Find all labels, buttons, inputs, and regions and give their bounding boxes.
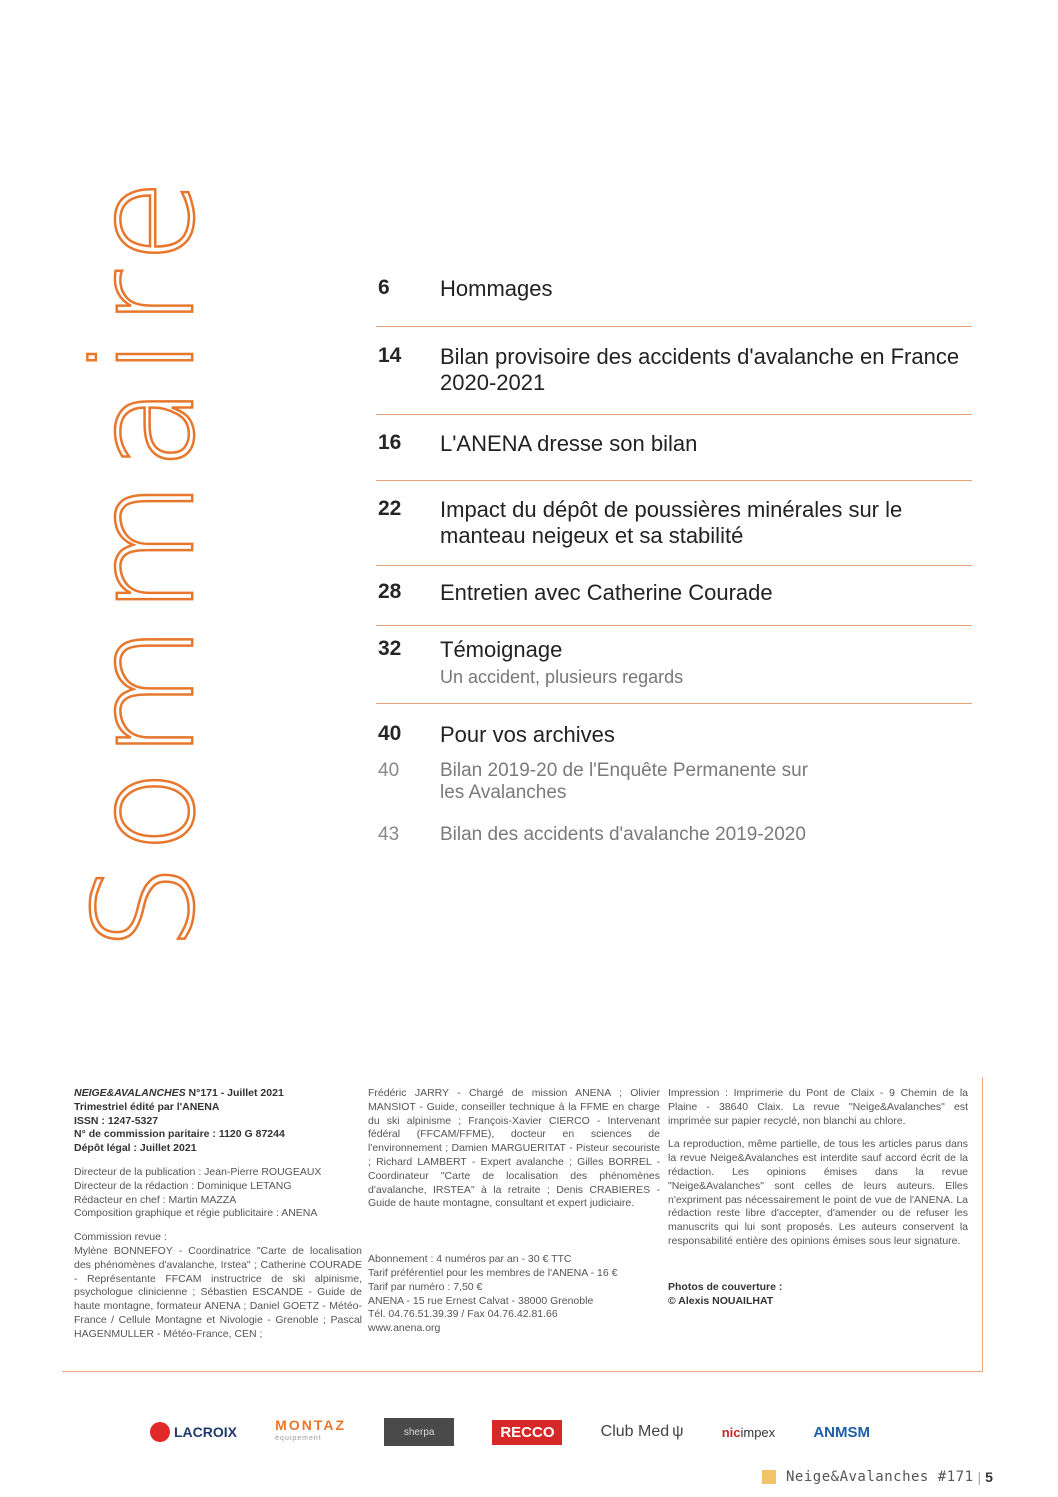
lacroix-mark-icon [150, 1422, 170, 1442]
toc-entry-title: Hommages [440, 276, 553, 301]
committee-continued: Frédéric JARRY - Chargé de mission ANENA ; Olivier MANSIOT - Guide, conseiller technique à la FFME en charge du ski alpinisme ; François-Xavier CIERCO - Intervenant fédéral (FFCAM/FFME), docteur en sciences de l'environnement ; Damien MARGUERITAT - Pisteur secouriste ; Richard LAMBERT - Expert avalanche ; Gilles BORREL - Coordinateur "Carte de localisation des phénomènes d'avalanche, IRSTEA" à la retraite ; Denis CRABIERES - Guide de haute montagne, consultant et expert judiciaire. [368, 1087, 660, 1210]
page-number: 5 [985, 1469, 993, 1485]
journal-name: NEIGE&AVALANCHES [74, 1087, 186, 1099]
subscription-line: Abonnement : 4 numéros par an - 30 € TTC [368, 1253, 572, 1266]
sherpa-logo [384, 1418, 454, 1446]
trident-icon: ψ [672, 1423, 684, 1440]
imprint-box [62, 1077, 983, 1372]
toc-entry-bilan-provisoire[interactable] [376, 344, 972, 396]
anmsm-text: ANMSM [813, 1423, 870, 1441]
toc-divider [376, 703, 972, 704]
committee-text: Mylène BONNEFOY - Coordinatrice "Carte de localisation des phénomènes d'avalanche, Irstea" ; Catherine COURADE - Représentante FFCAM instructrice de ski alpinisme, psychologue clinicienne ; Sébastien ESCANDE - Guide de haute montagne, formateur ANENA ; Daniel GOETZ - Météo-France / Cellule Montagne et Nivologie - Grenoble ; Pascal HAGENMULLER - Météo-France, CEN ; [74, 1244, 362, 1340]
recco-logo [492, 1420, 562, 1445]
sponsor-logos [150, 1414, 870, 1450]
toc-page-number: 40 [378, 760, 400, 781]
toc-entry-title: Bilan des accidents d'avalanche 2019-2020 [440, 824, 806, 845]
toc-entry-anena-bilan[interactable] [376, 431, 972, 457]
cover-photo-label: Photos de couverture : [668, 1280, 783, 1293]
toc-page-number: 14 [378, 344, 402, 367]
subscription-line: ANENA - 15 rue Ernest Calvat - 38000 Grenoble [368, 1294, 594, 1307]
toc-page-number: 28 [378, 580, 402, 603]
toc-divider [376, 625, 972, 626]
toc-divider [376, 414, 972, 415]
imprint-column-3 [668, 1087, 968, 1308]
staff-line: Directeur de la rédaction : Dominique LETANG [74, 1179, 292, 1192]
issue-number: N°171 - Juillet 2021 [185, 1087, 284, 1099]
masthead-title [74, 1087, 362, 1101]
toc-entry-entretien[interactable] [376, 580, 972, 606]
toc-page-number: 16 [378, 431, 402, 454]
toc-page-number: 43 [378, 824, 400, 845]
page-footer [762, 1466, 993, 1488]
clubmed-logo [601, 1423, 684, 1441]
toc-entry-poussieres-minerales[interactable] [376, 497, 972, 549]
toc-entry-title: Témoignage [440, 637, 563, 662]
toc-entry-title: Bilan 2019-20 de l'Enquête Permanente sur les Avalanches [440, 760, 809, 803]
sherpa-text: sherpa [403, 1426, 435, 1438]
toc-entry-subtitle: Un accident, plusieurs regards [440, 667, 684, 687]
montaz-subtext: équipement [275, 1435, 322, 1442]
nicimpex-text-b: impex [740, 1424, 776, 1440]
sommaire-title-text: Sommaire [64, 168, 225, 952]
montaz-logo [275, 1418, 346, 1446]
footer-separator: | [977, 1469, 982, 1485]
table-of-contents [376, 276, 972, 846]
montaz-text: MONTAZ [275, 1417, 346, 1433]
printing-info: Impression : Imprimerie du Pont de Claix - 9 Chemin de la Plaine - 38640 Claix. La revue "Neige&Avalanches" est imprimée sur papier recyclé, non blanchi au chlore. [668, 1087, 968, 1127]
toc-entry-title: Impact du dépôt de poussières minérales sur le manteau neigeux et sa stabilité [440, 497, 903, 548]
toc-page-number: 32 [378, 637, 402, 660]
subscription-line: Tél. 04.76.51.39.39 / Fax 04.76.42.81.66 [368, 1308, 558, 1321]
toc-page-number: 6 [378, 276, 390, 299]
toc-divider [376, 565, 972, 566]
subscription-line: Tarif par numéro : 7,50 € [368, 1280, 483, 1293]
toc-entry-enquete-permanente[interactable] [376, 760, 972, 804]
imprint-column-2 [368, 1087, 660, 1336]
imprint-column-1 [74, 1087, 362, 1342]
toc-entry-title: L'ANENA dresse son bilan [440, 431, 698, 456]
staff-line: Directeur de la publication : Jean-Pierre ROUGEAUX [74, 1165, 322, 1178]
nicimpex-logo [722, 1425, 775, 1440]
lacroix-text: LACROIX [174, 1424, 237, 1440]
committee-label: Commission revue : [74, 1231, 167, 1244]
cover-photo-credit: © Alexis NOUAILHAT [668, 1294, 774, 1307]
masthead-line: Trimestriel édité par l'ANENA [74, 1100, 220, 1113]
toc-entry-title: Entretien avec Catherine Courade [440, 580, 773, 605]
anmsm-logo [813, 1424, 870, 1441]
masthead-line: Dépôt légal : Juillet 2021 [74, 1142, 197, 1155]
toc-entry-title: Pour vos archives [440, 722, 615, 747]
lacroix-logo [150, 1422, 237, 1442]
toc-page-number: 40 [378, 722, 402, 745]
subscription-line: Tarif préférentiel pour les membres de l'ANENA - 16 € [368, 1266, 618, 1279]
rights-notice: La reproduction, même partielle, de tous les articles parus dans la revue Neige&Avalanches est interdite sauf accord écrit de la rédaction. Les opinions émises dans la revue "Neige&Avalanches" sont celles de leurs auteurs. Elles n'expriment pas nécessairement le point de vue de l'ANENA. La rédaction reste libre d'accepter, d'amender ou de refuser les manuscrits qui lui sont proposés. Les auteurs conservent la responsabilité entière des opinions émises sous leur signature. [668, 1138, 968, 1247]
staff-line: Composition graphique et régie publicitaire : ANENA [74, 1207, 318, 1220]
nicimpex-text-a: nic [721, 1424, 741, 1440]
clubmed-text: Club Med [600, 1423, 670, 1440]
toc-entry-bilan-accidents[interactable] [376, 824, 972, 846]
sommaire-title [60, 160, 230, 960]
toc-page-number: 22 [378, 497, 402, 520]
toc-entry-hommages[interactable] [376, 276, 972, 302]
toc-entry-archives[interactable] [376, 722, 972, 748]
toc-divider [376, 480, 972, 481]
masthead-line: ISSN : 1247-5327 [74, 1114, 159, 1127]
masthead-line: N° de commission paritaire : 1120 G 87244 [74, 1128, 285, 1141]
mountain-icon [762, 1470, 776, 1484]
staff-line: Rédacteur en chef : Martin MAZZA [74, 1193, 237, 1206]
toc-entry-temoignage[interactable] [376, 637, 972, 689]
toc-divider [376, 326, 972, 327]
recco-text: RECCO [500, 1423, 555, 1441]
publication-name: Neige&Avalanches #171 [786, 1469, 974, 1485]
toc-entry-title: Bilan provisoire des accidents d'avalanche en France 2020-2021 [440, 344, 960, 395]
website-link[interactable]: www.anena.org [368, 1322, 441, 1335]
